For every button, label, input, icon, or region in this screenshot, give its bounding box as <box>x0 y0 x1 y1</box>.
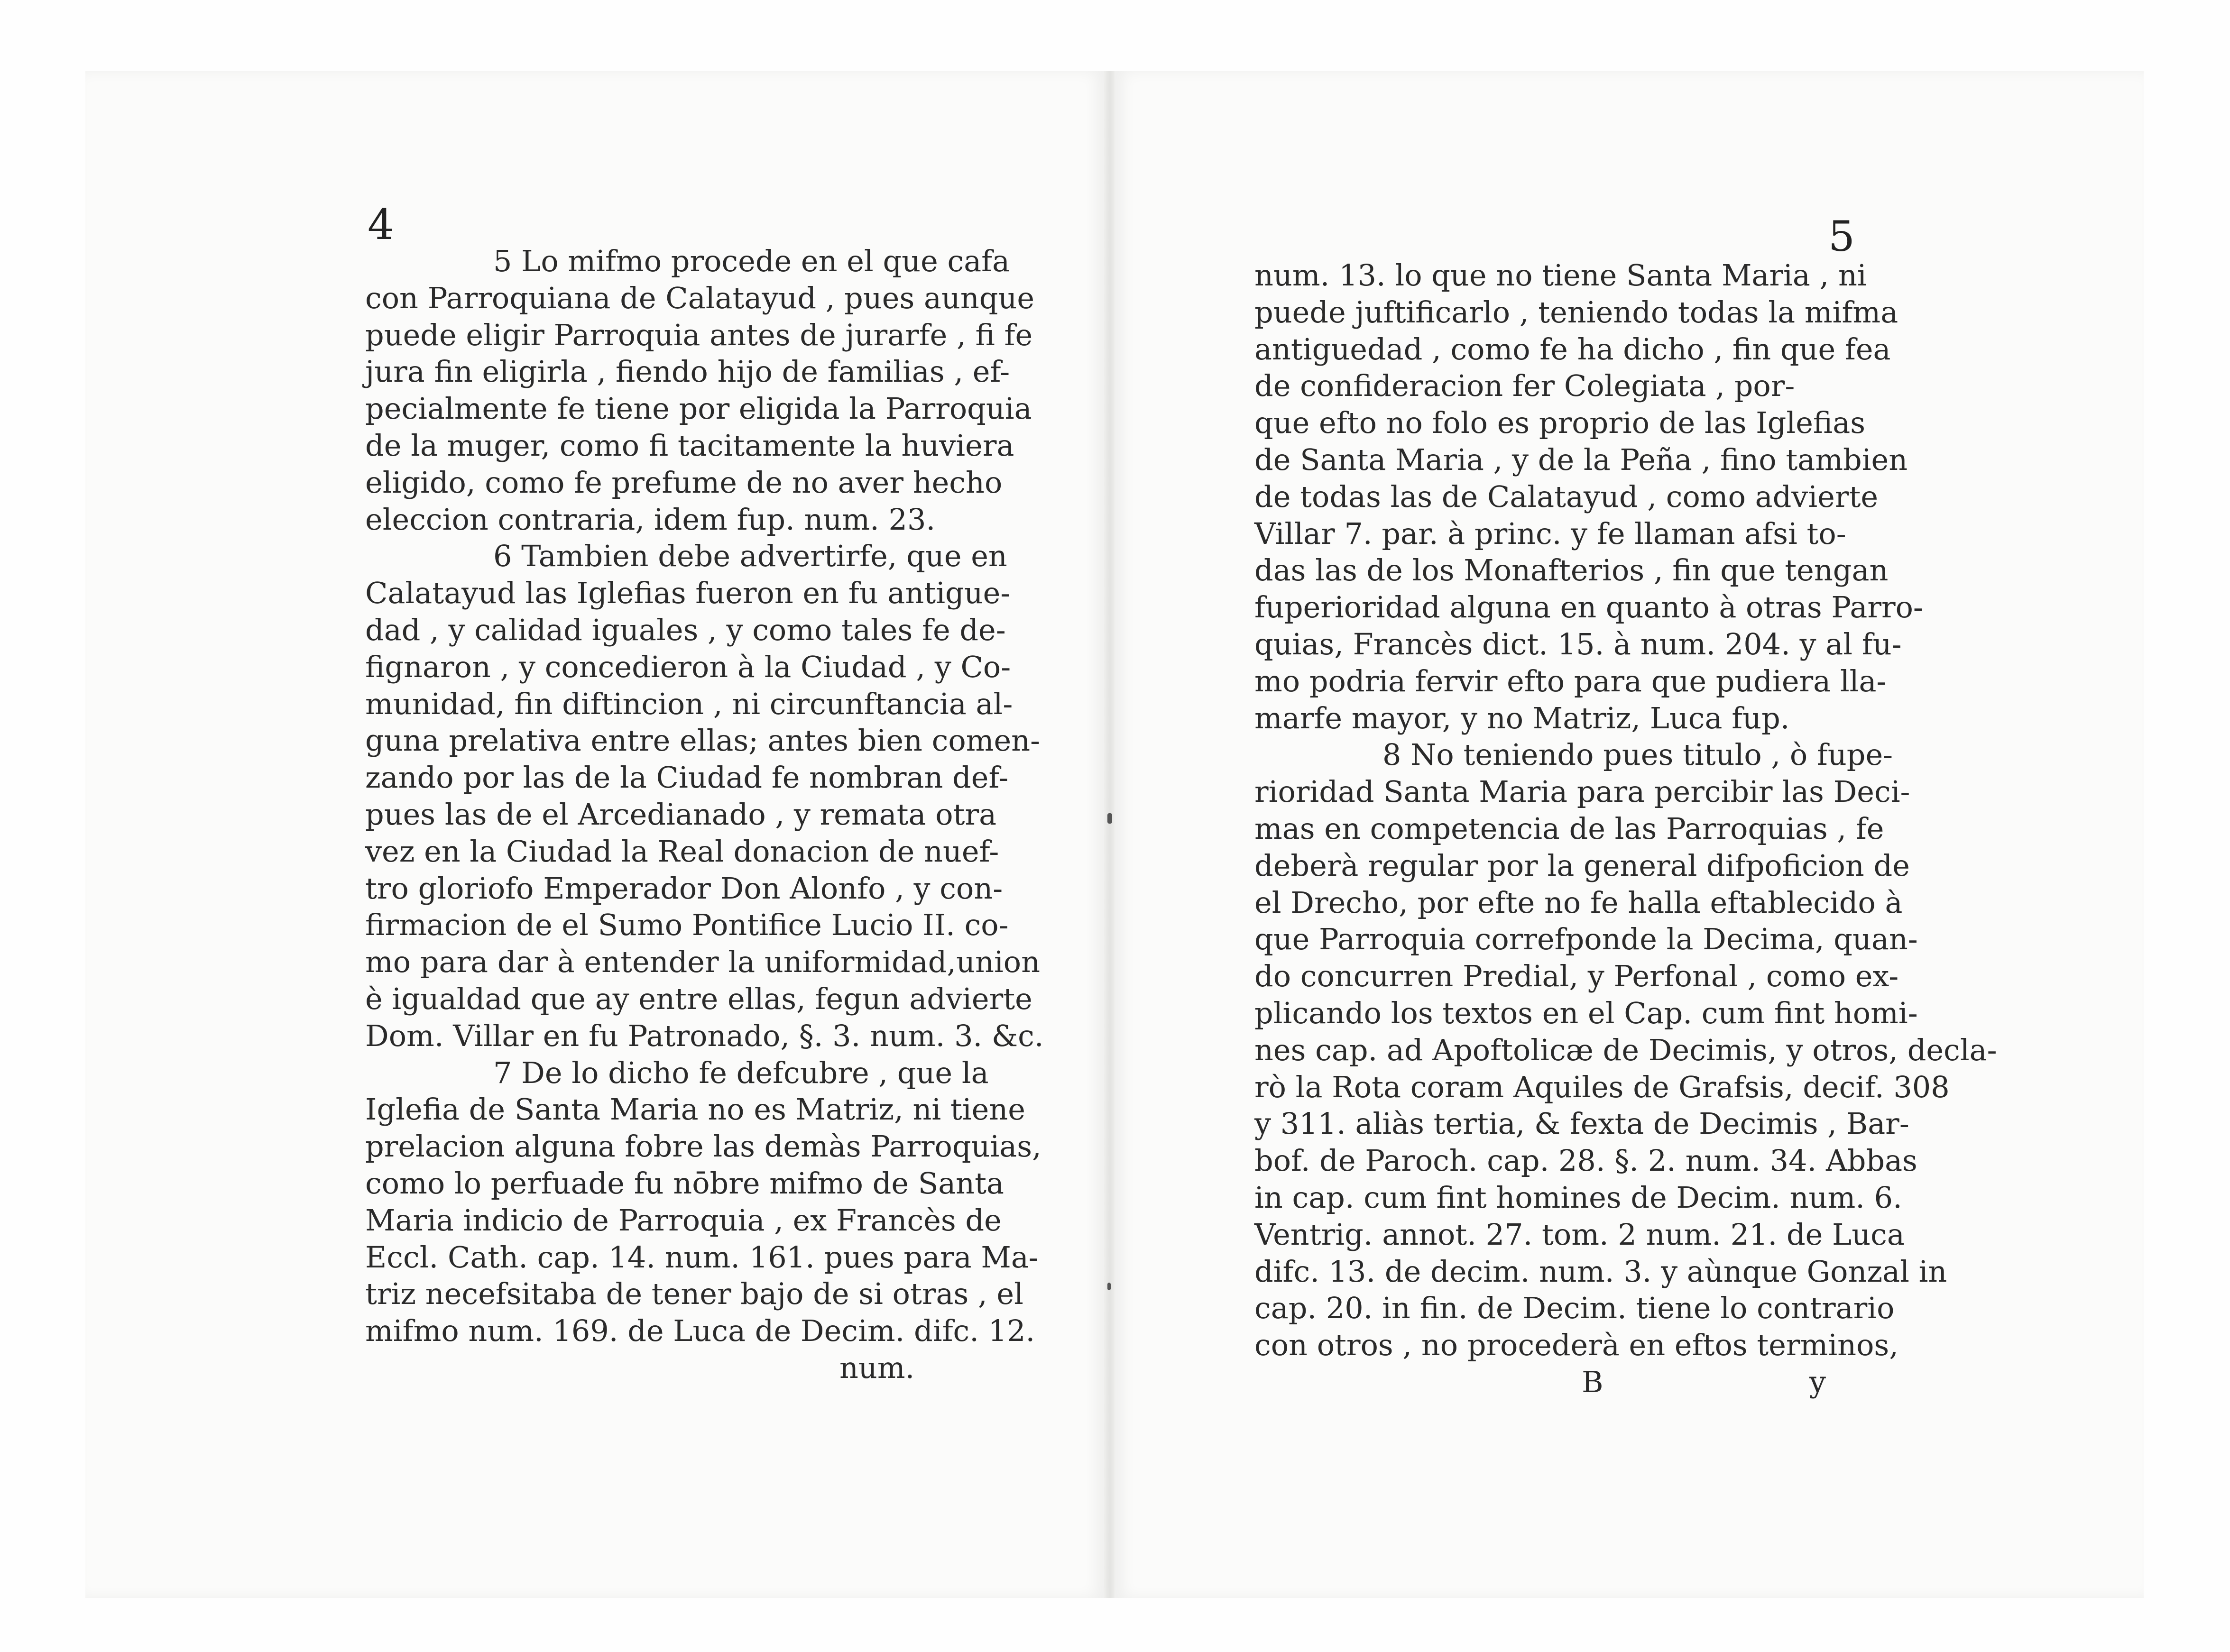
text-line: rioridad Santa Maria para percibir las Deci- <box>1254 774 1910 809</box>
text-line: 7 De lo dicho fe defcubre , que la <box>493 1055 989 1090</box>
text-line: Eccl. Cath. cap. 14. num. 161. pues para Ma- <box>365 1239 1039 1275</box>
text-line: 8 No teniendo pues titulo , ò fupe- <box>1382 737 1893 772</box>
text-line: è igualdad que ay entre ellas, fegun advierte <box>365 981 1032 1016</box>
text-line: eligido, como fe prefume de no aver hecho <box>365 465 1003 500</box>
text-line: 6 Tambien debe advertirfe, que en <box>493 539 1007 574</box>
text-line: Villar 7. par. à princ. y fe llaman afsi to- <box>1254 516 1846 551</box>
text-line: pues las de el Arcedianado , y remata otra <box>365 797 997 832</box>
text-line: dad , y calidad iguales , y como tales fe de- <box>365 612 1006 647</box>
text-line: num. 13. lo que no tiene Santa Maria , ni <box>1254 258 1867 293</box>
text-line: cap. 20. in fin. de Decim. tiene lo contrario <box>1254 1291 1895 1326</box>
text-line: bof. de Paroch. cap. 28. §. 2. num. 34. Abbas <box>1254 1143 1917 1178</box>
binding-mark <box>1107 813 1112 824</box>
catchword: num. <box>839 1350 915 1385</box>
text-line: de confideracion fer Colegiata , por- <box>1254 368 1795 404</box>
text-line: deberà regular por la general difpoficion de <box>1254 848 1910 883</box>
catchword: y <box>1809 1364 1826 1399</box>
text-line: difc. 13. de decim. num. 3. y aùnque Gonzal in <box>1254 1254 1947 1289</box>
text-line: jura fin eligirla , fiendo hijo de familias , ef- <box>365 354 1010 389</box>
text-line: marfe mayor, y no Matriz, Luca fup. <box>1254 700 1790 735</box>
text-line: Calatayud las Iglefias fueron en fu antigue- <box>365 576 1011 611</box>
text-line: Iglefia de Santa Maria no es Matriz, ni tiene <box>365 1092 1025 1127</box>
text-line: mo para dar à entender la uniformidad,union <box>365 945 1041 980</box>
text-line: que efto no folo es proprio de las Iglefias <box>1254 405 1866 441</box>
text-line: quias, Francès dict. 15. à num. 204. y al fu- <box>1254 626 1902 661</box>
text-line: con otros , no procederà en eftos terminos, <box>1254 1328 1898 1363</box>
text-line: tro gloriofo Emperador Don Alonfo , y con- <box>365 871 1003 906</box>
text-line: zando por las de la Ciudad fe nombran def- <box>365 760 1009 795</box>
text-line: do concurren Predial, y Perfonal , como ex- <box>1254 959 1899 994</box>
text-line: antiguedad , como fe ha dicho , fin que fea <box>1254 331 1891 367</box>
text-line: fignaron , y concedieron à la Ciudad , y Co- <box>365 649 1011 684</box>
text-line: Ventrig. annot. 27. tom. 2 num. 21. de Luca <box>1254 1217 1905 1252</box>
signature-row <box>1254 1364 1840 1401</box>
text-line: vez en la Ciudad la Real donacion de nuef- <box>365 834 999 869</box>
text-line: firmacion de el Sumo Pontifice Lucio II. co- <box>365 908 1009 943</box>
text-line: puede eligir Parroquia antes de jurarfe , fi fe <box>365 317 1033 352</box>
text-line: que Parroquia correfponde la Decima, quan- <box>1254 922 1918 957</box>
left-page-text <box>365 243 1044 1386</box>
text-line: Maria indicio de Parroquia , ex Francès de <box>365 1202 1002 1238</box>
text-line: mifmo num. 169. de Luca de Decim. difc. 12. <box>365 1313 1035 1349</box>
text-line: y 311. aliàs tertia, & fexta de Decimis , Bar- <box>1254 1106 1909 1141</box>
text-line: de Santa Maria , y de la Peña , fino tambien <box>1254 442 1908 477</box>
text-line: guna prelativa entre ellas; antes bien comen- <box>365 723 1041 758</box>
right-page-text <box>1254 257 1997 1401</box>
text-line: rò la Rota coram Aquiles de Grafsis, decif. 308 <box>1254 1069 1950 1104</box>
page-number-left: 4 <box>368 200 394 249</box>
text-line: munidad, fin diftincion , ni circunftancia al- <box>365 686 1013 721</box>
text-line: in cap. cum fint homines de Decim. num. 6. <box>1254 1180 1902 1215</box>
text-line: 5 Lo mifmo procede en el que cafa <box>493 244 1010 278</box>
text-line: de todas las de Calatayud , como advierte <box>1254 479 1879 514</box>
text-line: como lo perfuade fu nōbre mifmo de Santa <box>365 1166 1004 1201</box>
text-line: el Drecho, por efte no fe halla eftablecido à <box>1254 885 1903 920</box>
text-line: mas en competencia de las Parroquias , fe <box>1254 811 1884 846</box>
text-line: das las de los Monafterios , fin que tengan <box>1254 553 1889 588</box>
text-line: prelacion alguna fobre las demàs Parroquias, <box>365 1129 1041 1164</box>
text-line: puede juftificarlo , teniendo todas la mifma <box>1254 294 1898 330</box>
page-number-right: 5 <box>1828 212 1855 261</box>
book-gutter <box>1104 71 1115 1598</box>
text-line: pecialmente fe tiene por eligida la Parroquia <box>365 391 1032 426</box>
text-line: triz necefsitaba de tener bajo de si otras , el <box>365 1276 1023 1312</box>
binding-mark <box>1107 1283 1111 1290</box>
text-line: eleccion contraria, idem fup. num. 23. <box>365 502 936 537</box>
text-line: fuperioridad alguna en quanto à otras Parro- <box>1254 590 1923 625</box>
text-line: plicando los textos en el Cap. cum fint homi- <box>1254 995 1918 1030</box>
text-line: con Parroquiana de Calatayud , pues aunque <box>365 280 1035 315</box>
text-line: de la muger, como fi tacitamente la huviera <box>365 428 1014 463</box>
text-line: Dom. Villar en fu Patronado, §. 3. num. 3. &c. <box>365 1018 1044 1053</box>
text-line: mo podria fervir efto para que pudiera lla- <box>1254 663 1887 698</box>
signature-mark: B <box>1582 1364 1603 1399</box>
text-line: nes cap. ad Apoftolicæ de Decimis, y otros, declа- <box>1254 1032 1997 1067</box>
